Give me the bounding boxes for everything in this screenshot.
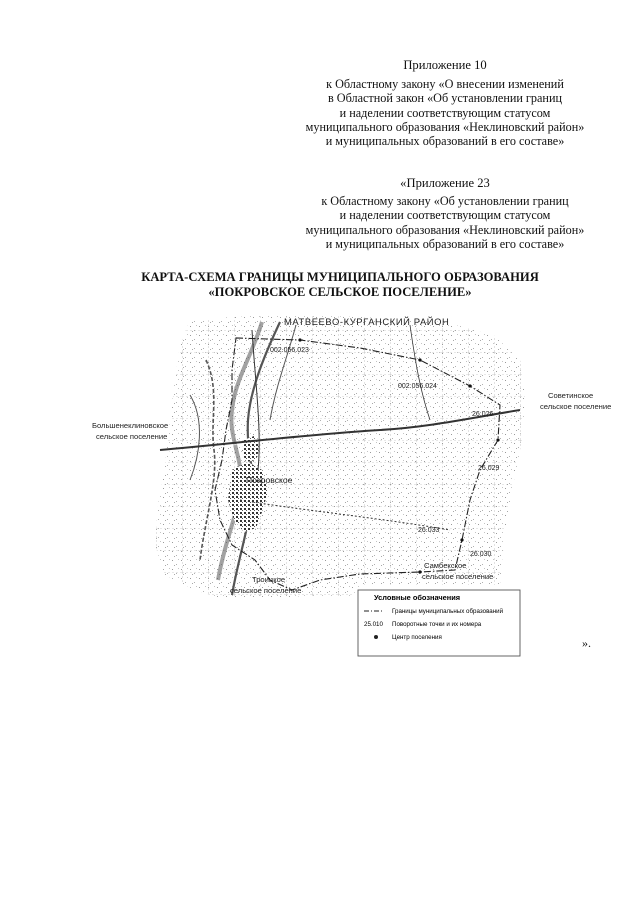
neighbor-label-sovet: сельское поселение bbox=[540, 402, 612, 411]
legend-point-label: Поворотные точки и их номера bbox=[392, 621, 482, 628]
legend-title: Условные обозначения bbox=[374, 593, 461, 602]
appendix-10-line: в Областной закон «Об установлении границ bbox=[327, 91, 562, 106]
title-line-1: КАРТА-СХЕМА ГРАНИЦЫ МУНИЦИПАЛЬНОГО ОБРАЗОВАНИЯ bbox=[141, 270, 539, 284]
boundary-map bbox=[0, 305, 640, 665]
point-label: 26.030 bbox=[470, 551, 492, 558]
appendix-10-heading: Приложение 10 bbox=[403, 58, 487, 72]
legend-center-label: Центр поселения bbox=[392, 634, 442, 641]
appendix-23-heading: «Приложение 23 bbox=[400, 176, 490, 190]
point-label: 26.033 bbox=[418, 527, 440, 534]
map-legend bbox=[358, 590, 520, 656]
appendix-10-line: и наделении соответствующим статусом bbox=[339, 105, 551, 120]
appendix-10-line: муниципального образования «Неклиновский район» bbox=[305, 119, 585, 134]
appendix-23-line: и наделении соответствующим статусом bbox=[339, 208, 551, 223]
neighbor-label-troitsk: Троицкое bbox=[252, 575, 286, 584]
legend-center-swatch bbox=[374, 635, 378, 639]
point-label: 26.029 bbox=[478, 465, 500, 472]
appendix-23-line: к Областному закону «Об установлении границ bbox=[321, 194, 569, 209]
neighbor-label-bolshe: Большенеклиновское bbox=[92, 421, 169, 430]
neighbor-label-troitsk: сельское поселение bbox=[230, 586, 302, 595]
appendix-23-block bbox=[280, 176, 610, 251]
neighbor-label-sovet: Советинское bbox=[548, 391, 594, 400]
closing-quote: ». bbox=[582, 636, 591, 650]
appendix-23-line: и муниципальных образований в его составе» bbox=[325, 236, 565, 251]
appendix-10-block bbox=[280, 58, 610, 148]
center-label: Покровское bbox=[246, 475, 293, 485]
neighbor-label-sambek: сельское поселение bbox=[422, 572, 494, 581]
appendix-10-line: и муниципальных образований в его составе» bbox=[325, 134, 565, 149]
title-line-2: «ПОКРОВСКОЕ СЕЛЬСКОЕ ПОСЕЛЕНИЕ» bbox=[208, 285, 472, 299]
document-title bbox=[60, 270, 620, 300]
legend-sample-number: 25.010 bbox=[364, 621, 383, 628]
point-label: 26.026 bbox=[472, 411, 494, 418]
point-label: 002.056.023 bbox=[270, 347, 309, 354]
legend-border-label: Границы муниципальных образований bbox=[392, 608, 504, 615]
point-label: 002.056.024 bbox=[398, 383, 437, 390]
appendix-10-line: к Областному закону «О внесении изменений bbox=[326, 77, 564, 92]
appendix-23-line: муниципального образования «Неклиновский район» bbox=[305, 222, 585, 237]
neighbor-label-sambek: Самбекское bbox=[424, 561, 467, 570]
region-label: МАТВЕЕВО-КУРГАНСКИЙ РАЙОН bbox=[284, 316, 450, 327]
neighbor-label-bolshe: сельское поселение bbox=[96, 432, 168, 441]
